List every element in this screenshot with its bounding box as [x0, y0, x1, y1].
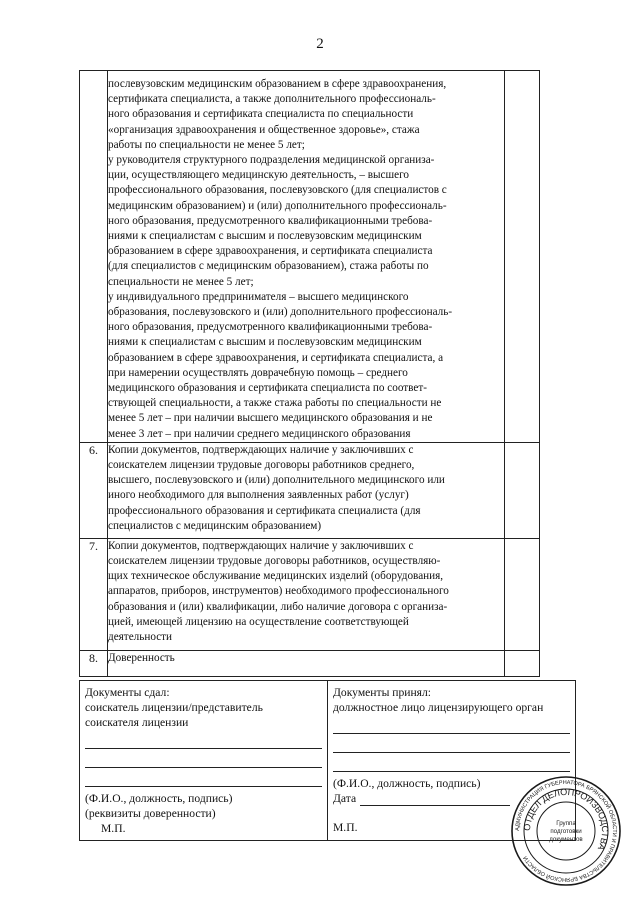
text-line: (для специалистов с медицинским образованием), стажа работы по — [108, 260, 429, 273]
text-line: ствующей специальности, а также стажа работы по специальности не — [108, 397, 442, 410]
text-line: менее 3 лет – при наличии среднего медицинского образования — [108, 427, 411, 440]
stamp-inner-text: ОТДЕЛ ДЕЛОПРОИЗВОДСТВА — [521, 786, 611, 852]
signature-table — [79, 680, 576, 841]
text-line: высшего, послевузовского и (или) дополнительного медицинского или — [108, 474, 445, 487]
text-line: специальности не менее 5 лет; — [108, 275, 254, 288]
submitter-blank-line — [85, 753, 322, 768]
text-line: ного образования, предусмотренного квалификационными требова- — [108, 321, 433, 334]
row-text-cell — [108, 650, 505, 676]
submitter-caption: (Ф.И.О., должность, подпись) — [85, 792, 233, 805]
text-line: цией, имеющей лицензию на осуществление соответствующей — [108, 615, 409, 628]
office-stamp — [510, 775, 622, 887]
submitter-block — [80, 681, 328, 841]
stamp-outer-text: АДМИНИСТРАЦИЯ ГУБЕРНАТОРА БРЯНСКОЙ ОБЛАСТИ И ПРАВИТЕЛЬСТВА БРЯНСКОЙ ОБЛАСТИ — [514, 779, 618, 883]
stamp-center-line: подготовки — [550, 828, 582, 835]
proxy-caption: (реквизиты доверенности) — [85, 807, 216, 820]
text-line: сертификата специалиста, а также дополнительного профессиональ- — [108, 93, 436, 106]
receiver-seal-label: М.П. — [333, 821, 358, 834]
text-line: специалистов с медицинским образованием) — [108, 519, 322, 532]
text-line: Копии документов, подтверждающих наличие у заключивших с — [108, 443, 414, 456]
receiver-caption: (Ф.И.О., должность, подпись) — [333, 777, 481, 790]
row-text-cell — [108, 71, 505, 443]
text-line: щих техническое обслуживание медицинских изделий (оборудования, — [108, 570, 444, 583]
submitter-role-line2: соискателя лицензии — [85, 716, 189, 729]
date-label: Дата — [333, 792, 357, 805]
text-line: ного образования и сертификата специалиста по специальности — [108, 108, 414, 121]
text-line: соискателем лицензии трудовые договоры работников среднего, — [108, 459, 415, 472]
text-line: деятельности — [108, 631, 173, 644]
text-line: послевузовским медицинским образованием в сфере здравоохранения, — [108, 78, 447, 90]
text-line: образования и (или) квалификации, либо наличие договора с организа- — [108, 600, 448, 613]
row-number-cell — [80, 71, 108, 443]
text-line: иного необходимого для выполнения заявленных работ (услуг) — [108, 489, 409, 502]
text-line: менее 5 лет – при наличии высшего медицинского образования и не — [108, 412, 433, 425]
date-blank-line — [360, 793, 510, 806]
text-line: аппаратов, приборов, инструментов) необходимого профессионального — [108, 585, 449, 598]
row-number: 8. — [80, 650, 108, 676]
submitter-blank-line — [85, 772, 322, 787]
page-number: 2 — [316, 36, 324, 52]
text-line: ниями к специалистам с высшим и послевузовским медицинским — [108, 336, 422, 349]
row-text-cell — [108, 442, 505, 538]
text-line: работы по специальности не менее 5 лет; — [108, 138, 305, 151]
receiver-blank-line — [333, 757, 570, 772]
text-line: ного образования, предусмотренного квалификационными требова- — [108, 214, 433, 227]
submitter-role-line1: соискатель лицензии/представитель — [85, 701, 263, 714]
table-row — [80, 442, 540, 538]
documents-table — [79, 70, 540, 677]
text-line: образования, послевузовского и (или) дополнительного профессиональ- — [108, 306, 453, 319]
text-line: у руководителя структурного подразделения медицинской организа- — [108, 154, 435, 167]
text-line: образованием в сфере здравоохранения, и сертификата специалиста, а — [108, 351, 444, 364]
row-mark-cell — [505, 650, 540, 676]
stamp-center-line: документов — [549, 836, 583, 843]
row-number: 7. — [80, 538, 108, 650]
text-line: «организация здравоохранения и общественное здоровье», стажа — [108, 123, 420, 136]
row-mark-cell — [505, 442, 540, 538]
text-line: профессионального образования и сертификата специалиста (для — [108, 504, 421, 517]
text-line: медицинским образованием) и (или) дополнительного профессиональ- — [108, 199, 447, 212]
submitter-heading: Документы сдал: — [85, 686, 170, 699]
table-row — [80, 538, 540, 650]
text-line: ниями к специалистам с высшим и послевузовским медицинским — [108, 230, 422, 243]
submitter-seal-label: М.П. — [101, 822, 126, 835]
text-line: у индивидуального предпринимателя – высшего медицинского — [108, 290, 409, 303]
receiver-role: должностное лицо лицензирующего орган — [333, 701, 544, 714]
row-text-cell — [108, 538, 505, 650]
row-number: 6. — [80, 442, 108, 538]
receiver-blank-line — [333, 719, 570, 734]
table-row — [80, 71, 540, 443]
row-mark-cell — [505, 71, 540, 443]
stamp-center-line: Группа — [556, 820, 576, 827]
receiver-blank-line — [333, 738, 570, 753]
submitter-blank-line — [85, 734, 322, 749]
text-line: профессионального образования, послевузовского (для специалистов с — [108, 184, 447, 197]
text-line: при намерении осуществлять доврачебную помощь – среднего — [108, 366, 408, 379]
text-line: ции, осуществляющего медицинскую деятельность, – высшего — [108, 169, 409, 182]
text-line: медицинского образования и сертификата специалиста по соответ- — [108, 382, 427, 395]
table-row — [80, 650, 540, 676]
text-line: Доверенность — [108, 651, 175, 664]
text-line: соискателем лицензии трудовые договоры работников, осуществляю- — [108, 555, 441, 568]
receiver-heading: Документы принял: — [333, 686, 432, 699]
text-line: Копии документов, подтверждающих наличие у заключивших с — [108, 539, 414, 552]
text-line: образованием в сфере здравоохранения, и сертификата специалиста — [108, 245, 433, 258]
row-mark-cell — [505, 538, 540, 650]
